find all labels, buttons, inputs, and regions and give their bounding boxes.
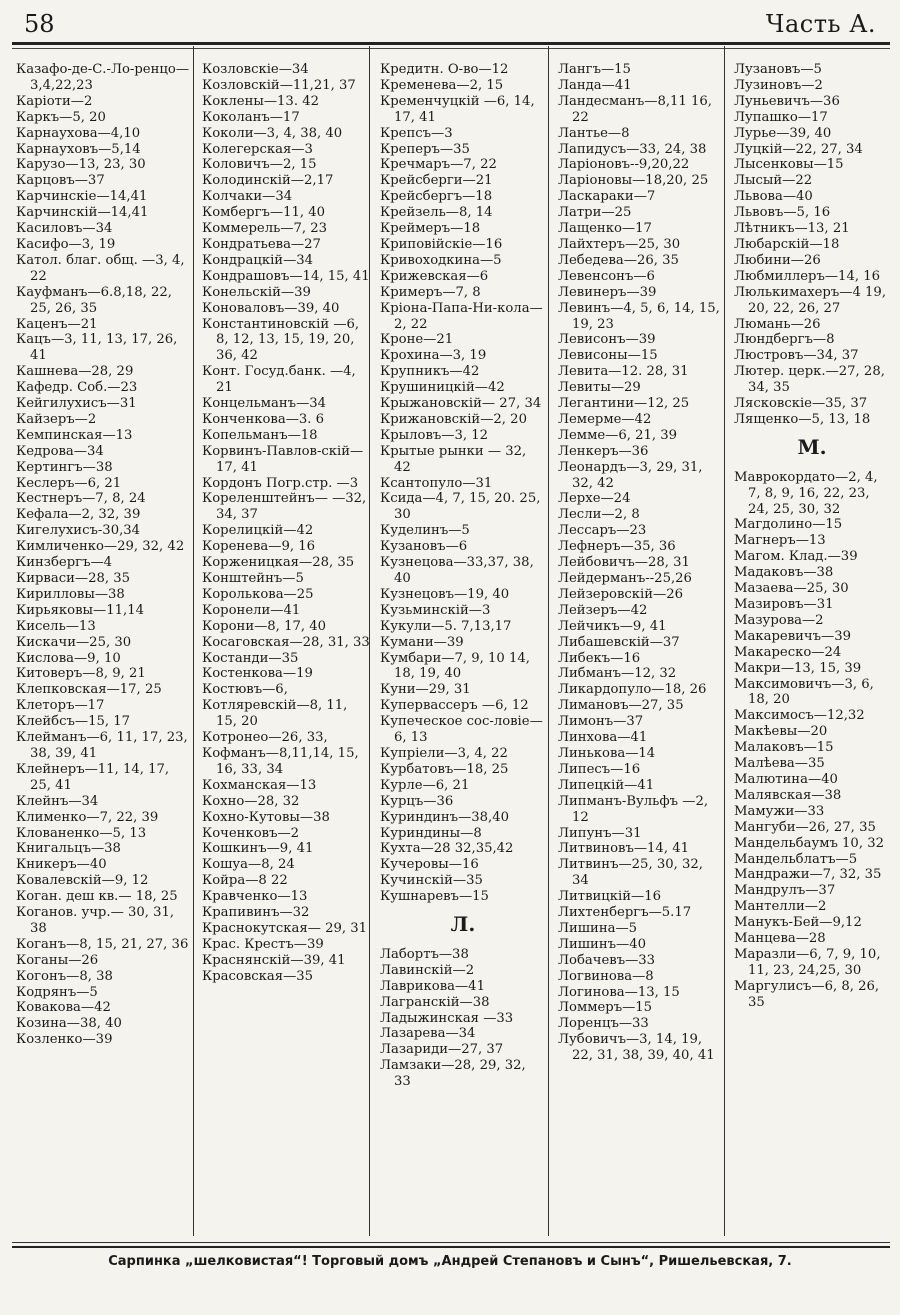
directory-entry: Конт. Госуд.банк. —4, 21 bbox=[202, 364, 356, 396]
directory-entry: Логвинова—8 bbox=[558, 968, 654, 984]
directory-entry: Куни—29, 31 bbox=[380, 682, 471, 698]
directory-entry: Карнауховъ—5,14 bbox=[16, 141, 141, 157]
directory-entry: Купріели—3, 4, 22 bbox=[380, 745, 508, 761]
directory-entry: Кирьяковы—11,14 bbox=[16, 602, 144, 618]
directory-entry: Лаврикова—41 bbox=[380, 978, 485, 994]
directory-entry: Мангуби—26, 27, 35 bbox=[734, 819, 876, 835]
directory-entry: Макаревичъ—39 bbox=[734, 628, 852, 644]
directory-entry: Люлькимахеръ—4 19, 20, 22, 26, 27 bbox=[734, 284, 887, 316]
directory-entry: Лапидусъ—33, 24, 38 bbox=[558, 141, 707, 157]
directory-entry: Левенсонъ—6 bbox=[558, 268, 655, 284]
directory-entry: Лишинъ—40 bbox=[558, 936, 646, 952]
directory-column-2 bbox=[202, 62, 370, 1230]
directory-entry: Коклены—13. 42 bbox=[202, 93, 319, 109]
directory-entry: Лясковскіе—35, 37 bbox=[734, 396, 868, 412]
directory-columns bbox=[12, 62, 890, 1230]
directory-entry: Лоренцъ—33 bbox=[558, 1016, 649, 1032]
directory-entry: Кумбари—7, 9, 10 14, 18, 19, 40 bbox=[380, 650, 530, 682]
directory-entry: Лубовичъ—3, 14, 19, 22, 31, 38, 39, 40, 41 bbox=[558, 1032, 715, 1064]
directory-entry: Крепсъ—3 bbox=[380, 125, 453, 141]
directory-entry: Купервассеръ —6, 12 bbox=[380, 698, 529, 714]
directory-entry: Клеторъ—17 bbox=[16, 698, 105, 714]
directory-entry: Коганов. учр.— 30, 31, 38 bbox=[16, 905, 175, 936]
directory-entry: Люстровъ—34, 37 bbox=[734, 348, 859, 364]
directory-entry: Куриндины—8 bbox=[380, 825, 482, 841]
directory-entry: Коган. деш кв.— 18, 25 bbox=[16, 889, 178, 905]
directory-entry: Клованенко—5, 13 bbox=[16, 825, 147, 841]
directory-entry: Котронео—26, 33, bbox=[202, 730, 328, 746]
directory-entry: Кузнецовъ—19, 40 bbox=[380, 586, 510, 602]
directory-entry: Магом. Клад.—39 bbox=[734, 549, 858, 565]
directory-entry: Магдолино—15 bbox=[734, 517, 843, 533]
directory-entry: Литвицкій—16 bbox=[558, 889, 662, 905]
directory-entry: Лейзеръ—42 bbox=[558, 602, 648, 618]
directory-entry: Лемме—6, 21, 39 bbox=[558, 427, 678, 443]
directory-entry: Конченкова—3. 6 bbox=[202, 411, 325, 427]
directory-entry: Кучеровы—16 bbox=[380, 857, 479, 873]
directory-entry: Кедрова—34 bbox=[16, 443, 104, 459]
footer-advertisement: Сарпинка „шелковистая“! Торговый домъ „Андрей Степановъ и Сынъ“, Ришельевская, 7. bbox=[108, 1254, 792, 1269]
directory-entry: Малѣева—35 bbox=[734, 756, 825, 772]
directory-column-3 bbox=[380, 62, 546, 1230]
directory-entry: Красовская—35 bbox=[202, 968, 314, 984]
directory-entry: Лавинскій—2 bbox=[380, 962, 475, 978]
directory-entry: Кинзбергъ—4 bbox=[16, 555, 113, 571]
directory-entry: Ковакова—42 bbox=[16, 1000, 111, 1016]
directory-entry: Либманъ—12, 32 bbox=[558, 666, 677, 682]
directory-entry: Лерхе—24 bbox=[558, 491, 631, 507]
directory-entry: Кондратьева—27 bbox=[202, 236, 321, 252]
directory-entry: Коколанъ—17 bbox=[202, 109, 300, 125]
directory-entry: Левинъ—4, 5, 6, 14, 15, 19, 23 bbox=[558, 300, 720, 332]
directory-entry: Креперъ—35 bbox=[380, 141, 470, 157]
directory-entry: Козловскій—11,21, 37 bbox=[202, 77, 356, 93]
directory-entry: Магнеръ—13 bbox=[734, 533, 826, 549]
directory-entry: Ковалевскій—9, 12 bbox=[16, 873, 149, 889]
directory-entry: Коганъ—8, 15, 21, 27, 36 bbox=[16, 936, 189, 952]
directory-entry: Курбатовъ—18, 25 bbox=[380, 761, 509, 777]
directory-entry: Кримеръ—7, 8 bbox=[380, 284, 481, 300]
directory-entry: Мадаковъ—38 bbox=[734, 565, 834, 581]
directory-column-4 bbox=[558, 62, 722, 1230]
directory-entry: Кумани—39 bbox=[380, 634, 464, 650]
directory-entry: Кошуа—8, 24 bbox=[202, 857, 295, 873]
directory-entry: Кохно—28, 32 bbox=[202, 793, 300, 809]
directory-entry: Лузиновъ—2 bbox=[734, 77, 823, 93]
directory-entry: Мандрулъ—37 bbox=[734, 883, 836, 899]
directory-entry: Каркъ—5, 20 bbox=[16, 109, 106, 125]
directory-entry: Кефала—2, 32, 39 bbox=[16, 507, 141, 523]
directory-entry: Коченковъ—2 bbox=[202, 825, 300, 841]
directory-entry: Линхова—41 bbox=[558, 730, 648, 746]
directory-entry: Любини—26 bbox=[734, 252, 821, 268]
directory-entry: Клейнеръ—11, 14, 17, 25, 41 bbox=[16, 761, 170, 793]
directory-entry: Кискачи—25, 30 bbox=[16, 634, 132, 650]
directory-entry: Лихтенбергъ—5.17 bbox=[558, 905, 692, 921]
directory-entry: Концельманъ—34 bbox=[202, 396, 327, 412]
directory-entry: Лысенковы—15 bbox=[734, 157, 844, 173]
directory-entry: Крупникъ—42 bbox=[380, 364, 480, 380]
directory-entry: Корони—8, 17, 40 bbox=[202, 618, 327, 634]
directory-entry: Крас. Крестъ—39 bbox=[202, 936, 324, 952]
directory-entry: Маразли—6, 7, 9, 10, 11, 23, 24,25, 30 bbox=[734, 946, 881, 978]
directory-entry: Кодрянъ—5 bbox=[16, 984, 98, 1000]
directory-entry: Малютина—40 bbox=[734, 771, 838, 787]
directory-entry: Кузьминскій—3 bbox=[380, 602, 491, 618]
directory-entry: Макѣевы—20 bbox=[734, 724, 828, 740]
directory-entry: Мантелли—2 bbox=[734, 899, 827, 915]
directory-entry: Лейчикъ—9, 41 bbox=[558, 618, 667, 634]
directory-entry: Литвинъ—25, 30, 32, 34 bbox=[558, 857, 703, 889]
directory-entry: Липецкій—41 bbox=[558, 777, 655, 793]
directory-entry: Карчинскіе—14,41 bbox=[16, 189, 148, 205]
directory-entry: Кредитн. О-во—12 bbox=[380, 62, 509, 77]
footer-rule-thick bbox=[12, 1246, 890, 1248]
directory-entry: Крыжановскій— 27, 34 bbox=[380, 396, 542, 412]
directory-entry: Книгальцъ—38 bbox=[16, 841, 121, 857]
directory-entry: Лейзеровскій—26 bbox=[558, 586, 684, 602]
directory-entry: Левисонъ—39 bbox=[558, 332, 656, 348]
directory-entry: Максимосъ—12,32 bbox=[734, 708, 865, 724]
directory-entry: Кирилловы—38 bbox=[16, 586, 125, 602]
directory-entry: Костювъ—6, bbox=[202, 682, 288, 698]
directory-entry: Кречмаръ—7, 22 bbox=[380, 157, 497, 173]
directory-entry: Малаковъ—15 bbox=[734, 740, 834, 756]
directory-entry: Кохманская—13 bbox=[202, 777, 317, 793]
directory-entry: Лемерме—42 bbox=[558, 411, 652, 427]
directory-entry: Лантье—8 bbox=[558, 125, 630, 141]
directory-entry: Маргулисъ—6, 8, 26, 35 bbox=[734, 978, 880, 1010]
directory-entry: Ланда—41 bbox=[558, 77, 632, 93]
directory-entry: Маврокордато—2, 4, 7, 8, 9, 16, 22, 23, 24, 25, 30, 32 bbox=[734, 469, 878, 517]
directory-entry: Лейбовичъ—28, 31 bbox=[558, 555, 690, 571]
directory-entry: Линькова—14 bbox=[558, 745, 656, 761]
directory-entry: Лященко—5, 13, 18 bbox=[734, 411, 871, 427]
directory-entry: Ламзаки—28, 29, 32, 33 bbox=[380, 1058, 526, 1090]
directory-entry: Койра—8 22 bbox=[202, 873, 288, 889]
directory-entry: Кореленштейнъ— —32, 34, 37 bbox=[202, 491, 367, 523]
directory-entry: Коноваловъ—39, 40 bbox=[202, 300, 340, 316]
directory-entry: Ларіоновъ--9,20,22 bbox=[558, 157, 690, 173]
directory-entry: Крыловъ—3, 12 bbox=[380, 427, 489, 443]
directory-entry: Кравченко—13 bbox=[202, 889, 308, 905]
directory-entry: Клепковская—17, 25 bbox=[16, 682, 162, 698]
directory-entry: Колегерская—3 bbox=[202, 141, 313, 157]
directory-entry: Крейсберги—21 bbox=[380, 173, 493, 189]
directory-entry: Мазурова—2 bbox=[734, 612, 824, 628]
directory-entry: Липунъ—31 bbox=[558, 825, 642, 841]
directory-entry: Люндбергъ—8 bbox=[734, 332, 835, 348]
directory-entry: Лурье—39, 40 bbox=[734, 125, 832, 141]
directory-entry: Кондрацкій—34 bbox=[202, 252, 314, 268]
directory-entry: Кузановъ—6 bbox=[380, 539, 468, 555]
directory-entry: Ларіоновы—18,20, 25 bbox=[558, 173, 709, 189]
directory-entry: Липесъ—16 bbox=[558, 761, 641, 777]
directory-entry: Котляревскій—8, 11, 15, 20 bbox=[202, 698, 348, 730]
directory-entry: Константиновскій —6, 8, 12, 13, 15, 19, 20, 36, 42 bbox=[202, 316, 360, 364]
directory-entry: Коренева—9, 16 bbox=[202, 539, 316, 555]
directory-entry: Казафо-де-С.-Ло-ренцо—3,4,22,23 bbox=[16, 62, 190, 93]
directory-entry: Лессаръ—23 bbox=[558, 523, 647, 539]
directory-entry: Карузо—13, 23, 30 bbox=[16, 157, 146, 173]
directory-entry: Карнаухова—4,10 bbox=[16, 125, 141, 141]
directory-entry: Кременева—2, 15 bbox=[380, 77, 504, 93]
directory-entry: Макареско—24 bbox=[734, 644, 842, 660]
directory-entry: Курцъ—36 bbox=[380, 793, 454, 809]
directory-entry: Мандельбаумъ 10, 32 bbox=[734, 835, 884, 851]
directory-entry: Кухта—28 32,35,42 bbox=[380, 841, 514, 857]
directory-entry: Кемпинская—13 bbox=[16, 427, 133, 443]
directory-entry: Коколи—3, 4, 38, 40 bbox=[202, 125, 343, 141]
directory-entry: Колодинскій—2,17 bbox=[202, 173, 334, 189]
directory-entry: Королькова—25 bbox=[202, 586, 314, 602]
directory-entry: Кучинскій—35 bbox=[380, 873, 483, 889]
directory-entry: Крытые рынки — 32, 42 bbox=[380, 443, 527, 475]
directory-column-1 bbox=[16, 62, 190, 1230]
directory-entry: Логинова—13, 15 bbox=[558, 984, 680, 1000]
directory-entry: Кушнаревъ—15 bbox=[380, 889, 489, 905]
directory-entry: Кашнева—28, 29 bbox=[16, 364, 134, 380]
directory-entry: Косаговская—28, 31, 33 bbox=[202, 634, 370, 650]
directory-entry: Левисоны—15 bbox=[558, 348, 658, 364]
directory-entry: Лабортъ—38 bbox=[380, 946, 469, 962]
directory-entry: Кроне—21 bbox=[380, 332, 454, 348]
directory-entry: Кирваси—28, 35 bbox=[16, 571, 131, 586]
directory-entry: Козина—38, 40 bbox=[16, 1016, 122, 1032]
directory-entry: Люмань—26 bbox=[734, 316, 821, 332]
directory-entry: Лейдерманъ--25,26 bbox=[558, 571, 692, 586]
directory-entry: Кріона-Папа-Ни-кола—2, 22 bbox=[380, 300, 543, 332]
directory-entry: Кафедр. Соб.—23 bbox=[16, 380, 138, 396]
directory-entry: Каценъ—21 bbox=[16, 316, 98, 332]
directory-entry: Копельманъ—18 bbox=[202, 427, 318, 443]
footer-rule-thin bbox=[12, 1242, 890, 1243]
directory-entry: Лесли—2, 8 bbox=[558, 507, 640, 523]
directory-entry: Лагранскій—38 bbox=[380, 994, 490, 1010]
directory-entry: Мандражи—7, 32, 35 bbox=[734, 867, 882, 883]
directory-entry: Лащенко—17 bbox=[558, 221, 652, 237]
directory-entry: Кисель—13 bbox=[16, 618, 96, 634]
directory-entry: Клейбсъ—15, 17 bbox=[16, 714, 131, 730]
directory-entry: Костенкова—19 bbox=[202, 666, 313, 682]
directory-entry: Мазаева—25, 30 bbox=[734, 581, 849, 597]
directory-entry: Кимличенко—29, 32, 42 bbox=[16, 539, 185, 555]
directory-entry: Максимовичъ—3, 6, 18, 20 bbox=[734, 676, 874, 708]
directory-entry: Кеслеръ—6, 21 bbox=[16, 475, 122, 491]
directory-entry: Китоверъ—8, 9, 21 bbox=[16, 666, 146, 682]
directory-entry: Левиты—29 bbox=[558, 380, 641, 396]
directory-entry: Кникеръ—40 bbox=[16, 857, 107, 873]
directory-entry: Лайхтеръ—25, 30 bbox=[558, 236, 681, 252]
directory-entry: Конштейнъ—5 bbox=[202, 571, 304, 586]
page-number: 58 bbox=[24, 10, 55, 38]
directory-entry: Крижановскій—2, 20 bbox=[380, 411, 527, 427]
directory-entry: Левинеръ—39 bbox=[558, 284, 657, 300]
directory-entry: Конельскій—39 bbox=[202, 284, 311, 300]
directory-entry: Когонъ—8, 38 bbox=[16, 968, 113, 984]
directory-entry: Кофманъ—8,11,14, 15, 16, 33, 34 bbox=[202, 745, 359, 777]
directory-entry: Лангъ—15 bbox=[558, 62, 631, 77]
directory-entry: Малявская—38 bbox=[734, 787, 842, 803]
directory-entry: Ликардопуло—18, 26 bbox=[558, 682, 707, 698]
directory-entry: Луньевичъ—36 bbox=[734, 93, 840, 109]
directory-entry: Краснокутская— 29, 31 bbox=[202, 920, 368, 936]
directory-entry: Касиловъ—34 bbox=[16, 221, 113, 237]
directory-entry: Курле—6, 21 bbox=[380, 777, 470, 793]
directory-entry: Лишина—5 bbox=[558, 920, 638, 936]
directory-entry: Кацъ—3, 11, 13, 17, 26, 41 bbox=[16, 332, 178, 364]
directory-entry: Крушиницкій—42 bbox=[380, 380, 505, 396]
directory-entry: Ландесманъ—8,11 16, 22 bbox=[558, 93, 712, 125]
directory-entry: Мамужи—33 bbox=[734, 803, 825, 819]
directory-entry: Кейгилухисъ—31 bbox=[16, 396, 137, 412]
directory-entry: Крапивинъ—32 bbox=[202, 905, 310, 921]
directory-entry: Кауфманъ—6.8,18, 22, 25, 26, 35 bbox=[16, 284, 172, 316]
directory-entry: Кигелухисъ-30,34 bbox=[16, 523, 141, 539]
directory-entry: Лютер. церк.—27, 28, 34, 35 bbox=[734, 364, 885, 396]
directory-entry: Лимановъ—27, 35 bbox=[558, 698, 684, 714]
directory-entry: Козловскіе—34 bbox=[202, 62, 309, 77]
directory-entry: Лазариди—27, 37 bbox=[380, 1042, 504, 1058]
directory-entry: Львова—40 bbox=[734, 189, 813, 205]
directory-entry: Карчинскій—14,41 bbox=[16, 205, 149, 221]
directory-entry: Кременчуцкій —6, 14, 17, 41 bbox=[380, 93, 535, 125]
directory-entry: Мандельблатъ—5 bbox=[734, 851, 858, 867]
directory-entry: Краснянскій—39, 41 bbox=[202, 952, 346, 968]
directory-entry: Лебедева—26, 35 bbox=[558, 252, 679, 268]
directory-entry: Любарскій—18 bbox=[734, 236, 840, 252]
directory-entry: Коронели—41 bbox=[202, 602, 301, 618]
directory-entry: Коммерель—7, 23 bbox=[202, 221, 328, 237]
directory-entry: Леонардъ—3, 29, 31, 32, 42 bbox=[558, 459, 703, 491]
directory-entry: Лазарева—34 bbox=[380, 1026, 476, 1042]
section-letter-heading: М. bbox=[797, 434, 827, 459]
directory-entry: Кислова—9, 10 bbox=[16, 650, 121, 666]
directory-entry: Луцкій—22, 27, 34 bbox=[734, 141, 863, 157]
directory-entry: Липманъ-Вульфъ —2, 12 bbox=[558, 793, 709, 825]
directory-entry: Криповійскіе—16 bbox=[380, 236, 503, 252]
directory-entry: Кордонъ Погр.стр. —3 bbox=[202, 475, 359, 491]
directory-entry: Кузнецова—33,37, 38, 40 bbox=[380, 555, 534, 586]
header-rule-thick bbox=[12, 42, 890, 45]
directory-entry: Либекъ—16 bbox=[558, 650, 641, 666]
directory-entry: Кукули—5. 7,13,17 bbox=[380, 618, 512, 634]
directory-entry: Кошкинъ—9, 41 bbox=[202, 841, 314, 857]
directory-entry: Крижевская—6 bbox=[380, 268, 489, 284]
directory-entry: Кондрашовъ—14, 15, 41 bbox=[202, 268, 370, 284]
directory-entry: Корженицкая—28, 35 bbox=[202, 555, 355, 571]
directory-entry: Кохно-Кутовы—38 bbox=[202, 809, 330, 825]
directory-entry: Купеческое сос-ловіе—6, 13 bbox=[380, 714, 543, 746]
page-header bbox=[0, 6, 900, 40]
directory-entry: Лефнеръ—35, 36 bbox=[558, 539, 676, 555]
directory-entry: Куриндинъ—38,40 bbox=[380, 809, 510, 825]
directory-entry: Креймеръ—18 bbox=[380, 221, 481, 237]
directory-column-5 bbox=[734, 62, 890, 1230]
directory-entry: Катол. благ. общ. —3, 4, 22 bbox=[16, 252, 185, 284]
directory-entry: Клименко—7, 22, 39 bbox=[16, 809, 159, 825]
directory-entry: Каріоти—2 bbox=[16, 93, 93, 109]
directory-entry: Ласкараки—7 bbox=[558, 189, 656, 205]
directory-entry: Куделинъ—5 bbox=[380, 523, 470, 539]
directory-entry: Ксида—4, 7, 15, 20. 25, 30 bbox=[380, 491, 541, 523]
directory-entry: Ладыжинская —33 bbox=[380, 1010, 514, 1026]
directory-entry: Костанди—35 bbox=[202, 650, 299, 666]
directory-entry: Ломмеръ—15 bbox=[558, 1000, 653, 1016]
directory-entry: Коганы—26 bbox=[16, 952, 99, 968]
directory-entry: Литвиновъ—14, 41 bbox=[558, 841, 689, 857]
directory-entry: Крейзель—8, 14 bbox=[380, 205, 493, 221]
directory-entry: Лобачевъ—33 bbox=[558, 952, 656, 968]
directory-entry: Ленкеръ—36 bbox=[558, 443, 649, 459]
directory-entry: Легантини—12, 25 bbox=[558, 396, 690, 412]
directory-entry: Колчаки—34 bbox=[202, 189, 293, 205]
directory-entry: Кестнеръ—7, 8, 24 bbox=[16, 491, 146, 507]
directory-entry: Любмиллеръ—14, 16 bbox=[734, 268, 880, 284]
directory-entry: Кривоходкина—5 bbox=[380, 252, 502, 268]
directory-entry: Клейнъ—34 bbox=[16, 793, 99, 809]
directory-entry: Крохина—3, 19 bbox=[380, 348, 487, 364]
directory-entry: Коловичъ—2, 15 bbox=[202, 157, 317, 173]
directory-entry: Лимонъ—37 bbox=[558, 714, 644, 730]
directory-entry: Крейсбергъ—18 bbox=[380, 189, 493, 205]
directory-entry: Карцовъ—37 bbox=[16, 173, 105, 189]
directory-entry: Ксантопуло—31 bbox=[380, 475, 493, 491]
directory-entry: Кайзеръ—2 bbox=[16, 411, 97, 427]
directory-entry: Кертингъ—38 bbox=[16, 459, 113, 475]
directory-entry: Манцева—28 bbox=[734, 931, 826, 947]
directory-entry: Клейманъ—6, 11, 17, 23, 38, 39, 41 bbox=[16, 730, 188, 761]
part-title: Часть А. bbox=[765, 10, 876, 38]
directory-entry: Лупашко—17 bbox=[734, 109, 828, 125]
header-rule-thin bbox=[12, 48, 890, 49]
directory-entry: Латри—25 bbox=[558, 205, 632, 221]
directory-entry: Лѣтникъ—13, 21 bbox=[734, 221, 850, 237]
directory-entry: Лузановъ—5 bbox=[734, 62, 822, 77]
directory-entry: Корелицкій—42 bbox=[202, 523, 314, 539]
section-letter-heading: Л. bbox=[450, 912, 476, 937]
directory-entry: Корвинъ-Павлов-скій—17, 41 bbox=[202, 443, 364, 475]
directory-entry: Лысый—22 bbox=[734, 173, 813, 189]
directory-entry: Касифо—3, 19 bbox=[16, 236, 116, 252]
directory-entry: Левита—12. 28, 31 bbox=[558, 364, 689, 380]
directory-entry: Макри—13, 15, 39 bbox=[734, 660, 862, 676]
directory-entry: Козленко—39 bbox=[16, 1032, 113, 1048]
directory-entry: Либашевскій—37 bbox=[558, 634, 680, 650]
directory-entry: Мазировъ—31 bbox=[734, 597, 834, 612]
directory-entry: Комбергъ—11, 40 bbox=[202, 205, 326, 221]
directory-entry: Манукъ-Бей—9,12 bbox=[734, 915, 862, 931]
directory-entry: Львовъ—5, 16 bbox=[734, 205, 831, 221]
